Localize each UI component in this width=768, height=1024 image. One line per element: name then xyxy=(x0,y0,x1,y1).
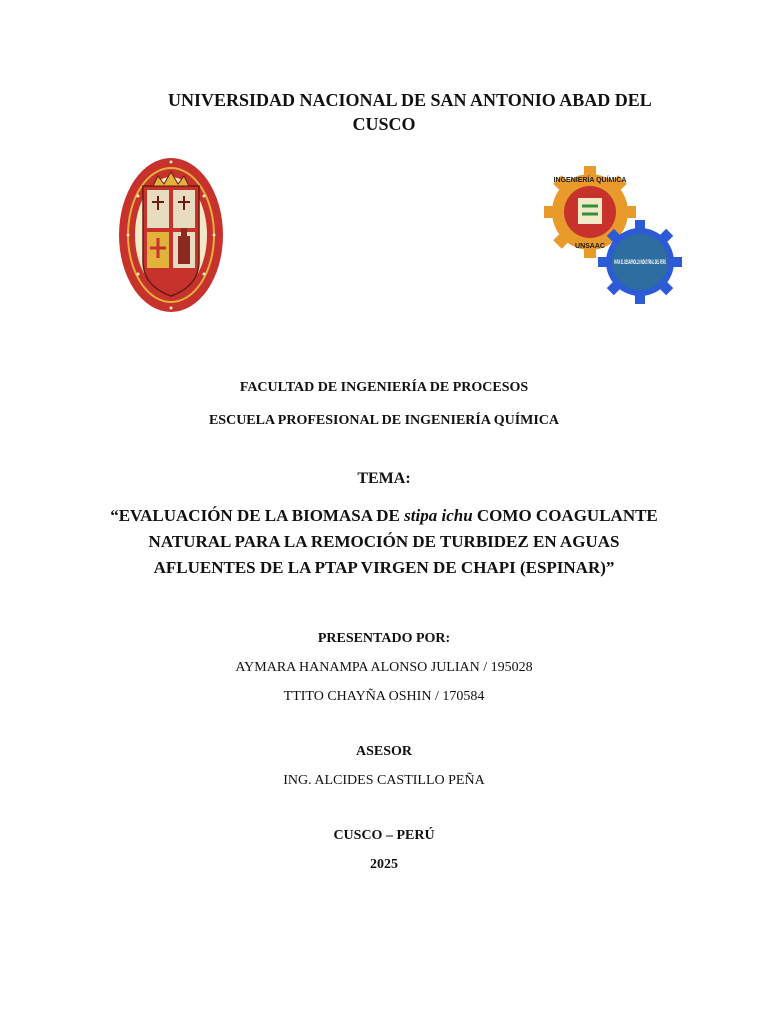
title-italic-species: stipa ichu xyxy=(404,506,473,525)
topic-label: TEMA: xyxy=(357,470,411,487)
gear-logo-graphic xyxy=(546,160,765,310)
seal-graphic xyxy=(118,156,224,314)
advisor-name: ING. ALCIDES CASTILLO PEÑA xyxy=(283,773,485,788)
thesis-title xyxy=(100,503,668,581)
place: CUSCO – PERÚ xyxy=(333,828,435,843)
author-1: AYMARA HANAMPA ALONSO JULIAN / 195028 xyxy=(235,660,533,675)
gear-text-top: INGENIERÍA QUÍMICA xyxy=(553,177,627,184)
title-part2: COMO COAGULANTE NATURAL PARA LA REMOCIÓN DE TURBIDEZ EN AGUAS AFLUENTES DE LA PTAP VIRGEN DE CHAPI (ESPINAR)” xyxy=(148,506,658,577)
university-name-line2: CUSCO xyxy=(352,114,416,134)
faculty-name: FACULTAD DE INGENIERÍA DE PROCESOS xyxy=(239,380,529,395)
school-name: ESCUELA PROFESIONAL DE INGENIERÍA QUÍMICA xyxy=(208,413,560,428)
advisor-label: ASESOR xyxy=(355,744,413,759)
engineering-gear-logo-icon xyxy=(546,160,765,310)
presented-by-label: PRESENTADO POR: xyxy=(317,631,451,646)
university-seal-icon xyxy=(118,156,224,314)
title-part1: “EVALUACIÓN DE LA BIOMASA DE xyxy=(110,506,405,525)
author-2: TTITO CHAYÑA OSHIN / 170584 xyxy=(283,689,485,704)
year: 2025 xyxy=(370,857,398,872)
gear-text-bottom: UNSAAC xyxy=(575,243,605,250)
university-name-line1: UNIVERSIDAD NACIONAL DE SAN ANTONIO ABAD DEL xyxy=(168,90,652,110)
gear-text-center: PARA EL DESARROLLO INDUSTRIAL DEL PERÚ xyxy=(614,259,765,266)
